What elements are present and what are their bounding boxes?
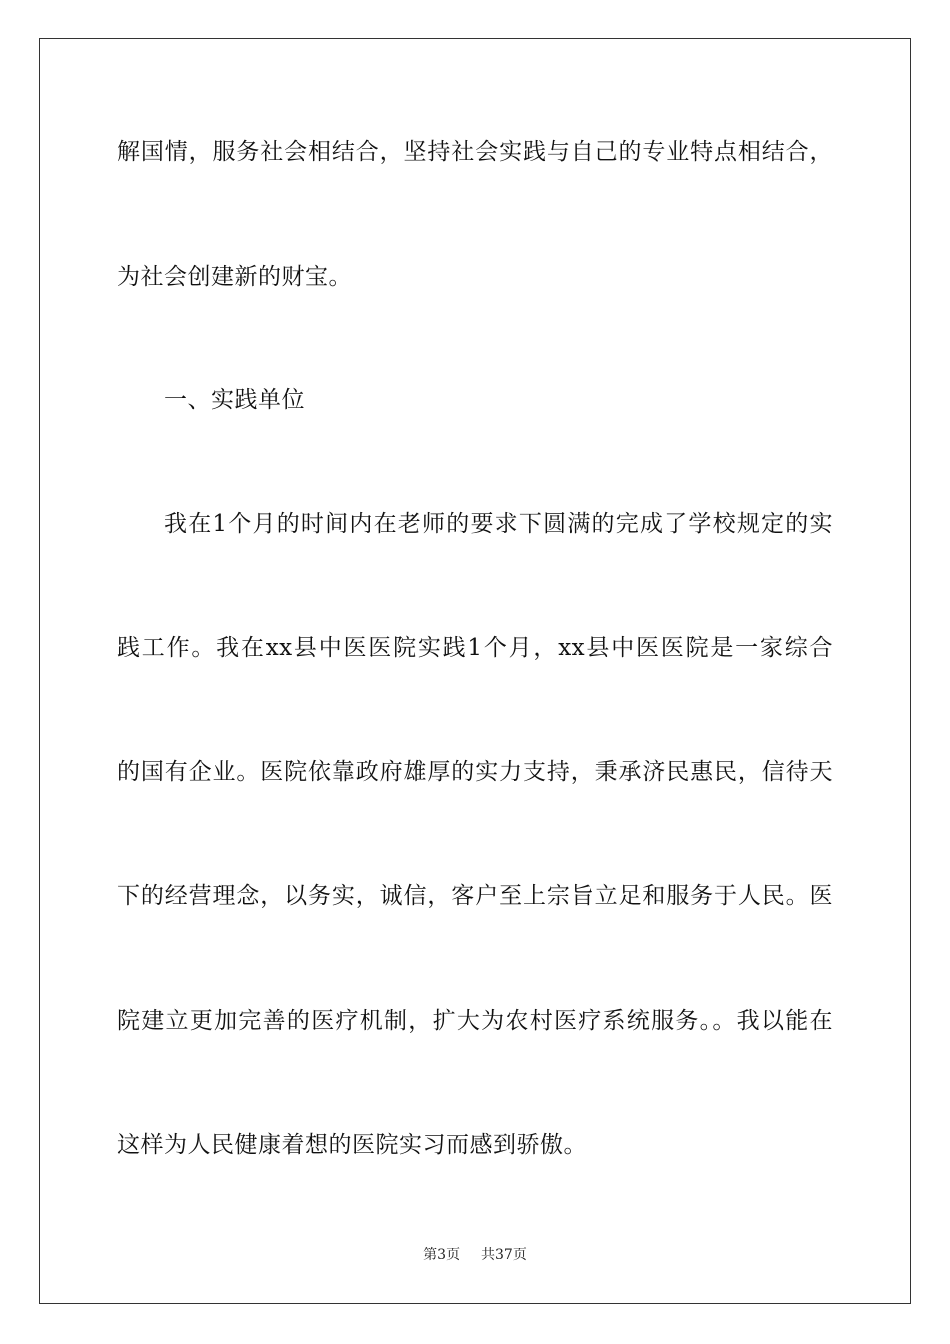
paragraph-line-1: 解国情，服务社会相结合，坚持社会实践与自己的专业特点相结合，: [117, 139, 833, 165]
paragraph-line-2: 为社会创建新的财宝。: [117, 264, 352, 290]
paragraph-line-5: 的国有企业。医院依靠政府雄厚的实力支持，秉承济民惠民，信待天: [117, 759, 833, 785]
paragraph-line-8: 这样为人民健康着想的医院实习而感到骄傲。: [117, 1132, 587, 1158]
section-heading: 一、实践单位: [164, 387, 305, 413]
page-number: 第3页: [423, 1247, 461, 1263]
paragraph-line-3: 我在1个月的时间内在老师的要求下圆满的完成了学校规定的实: [164, 511, 833, 537]
paragraph-line-7: 院建立更加完善的医疗机制，扩大为农村医疗系统服务。。我以能在: [117, 1008, 833, 1034]
total-pages: 共37页: [481, 1247, 527, 1263]
paragraph-line-6: 下的经营理念，以务实，诚信，客户至上宗旨立足和服务于人民。医: [117, 883, 833, 909]
page-footer: [0, 1246, 950, 1264]
page-border: [39, 38, 911, 1304]
paragraph-line-4: 践工作。我在xx县中医医院实践1个月，xx县中医医院是一家综合: [117, 635, 833, 661]
